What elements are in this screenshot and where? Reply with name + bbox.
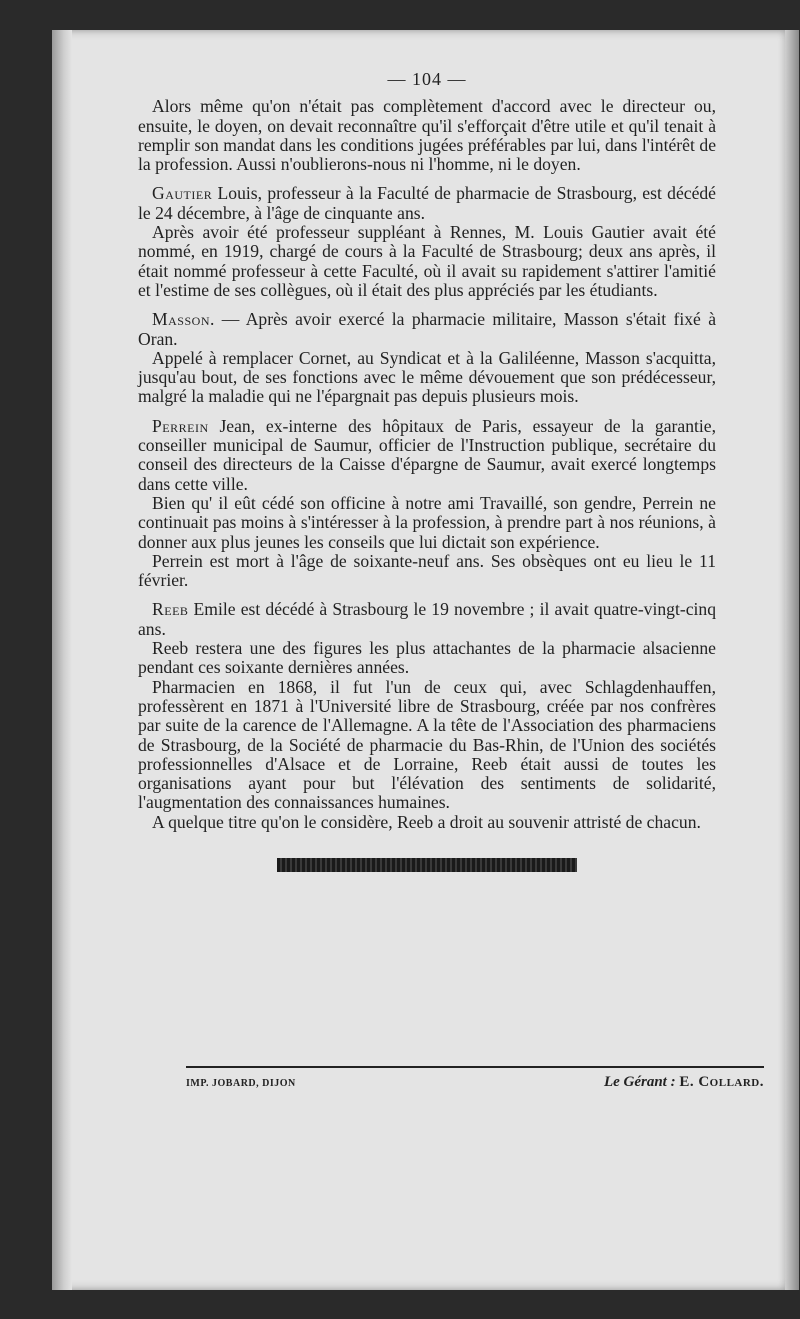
entry-paragraph: Bien qu' il eût cédé son officine à notre ami Travaillé, son gendre, Perrein ne continuait pas moins à s'intéresser à la profession, à prendre part à nos réunions, à donner aux plus jeunes les conseils que lui dictait son expérience. <box>138 492 716 552</box>
entry-name: Gautier <box>152 183 213 204</box>
entry-paragraph: Appelé à remplacer Cornet, au Syndicat et à la Galiléenne, Masson s'acquitta, jusqu'au bout, de ses fonctions avec le même dévouement que son prédécesseur, malgré la maladie qui ne l'épargnait pas depuis plusieurs mois. <box>138 347 716 407</box>
obituary-entry-gautier <box>138 184 716 300</box>
page-gutter <box>52 30 72 1290</box>
entry-paragraph: Reeb restera une des figures les plus attachantes de la pharmacie alsacienne pendant ces soixante dernières années. <box>138 638 716 678</box>
entry-text: . — Après avoir exercé la pharmacie militaire, Masson s'était fixé à Oran. <box>138 309 716 349</box>
obituary-entry-masson <box>138 310 716 406</box>
page-footer <box>186 1074 764 1091</box>
entry-paragraph <box>138 184 716 223</box>
entry-paragraph: Après avoir été professeur suppléant à Rennes, M. Louis Gautier avait été nommé, en 1919, chargé de cours à la Faculté de Strasbourg; deux ans après, il était nommé professeur à cette Faculté, où il avait su rapidement s'attirer l'amitié et l'estime de ses collègues, où il était des plus appréciés par les étudiants. <box>138 222 716 300</box>
entry-paragraph <box>138 417 716 494</box>
manager-credit <box>604 1074 764 1091</box>
entry-paragraph: Pharmacien en 1868, il fut l'un de ceux qui, avec Schlagdenhauffen, professèrent en 1871 à l'Université libre de Strasbourg, créée par nos confrères par suite de la carence de l'Allemagne. A la tête de l'Association des pharmaciens de Strasbourg, de la Société de pharmacie du Bas-Rhin, de l'Union des sociétés professionnelles d'Alsace et de Lorraine, Reeb était aussi de toutes les organisations ayant pour but l'élévation des sentiments de solidarité, l'augmentation des connaissances humaines. <box>138 676 716 813</box>
entry-paragraph <box>138 310 716 349</box>
entry-name: Masson <box>152 309 210 330</box>
entry-text: Louis, professeur à la Faculté de pharmacie de Strasbourg, est décédé le 24 décembre, à l'âge de cinquante ans. <box>138 183 716 223</box>
opening-paragraph: Alors même qu'on n'était pas complètement d'accord avec le directeur ou, ensuite, le doyen, on devait reconnaître qu'il s'efforçait d'être utile et qu'il tenait à remplir son mandat dans les conditions jugées préférables par lui, dans l'intérêt de la profession. Aussi n'oublierons-nous ni l'homme, ni le doyen. <box>138 96 716 175</box>
entry-text: Jean, ex-interne des hôpitaux de Paris, essayeur de la garantie, conseiller municipal de Saumur, officier de l'Instruction publique, secrétaire du conseil des directeurs de la Caisse d'épargne de Saumur, avait exercé longtemps dans cette ville. <box>138 415 716 494</box>
footer-rule <box>186 1066 764 1068</box>
obituary-entry-perrein <box>138 417 716 591</box>
page-number: — 104 — <box>387 69 467 89</box>
entry-paragraph <box>138 600 716 639</box>
entry-paragraph: Perrein est mort à l'âge de soixante-neuf ans. Ses obsèques ont eu lieu le 11 février. <box>138 550 716 591</box>
page-body <box>138 70 716 872</box>
end-ornament-bar <box>277 858 577 872</box>
page-edge <box>785 30 799 1290</box>
manager-label: Le Gérant : <box>603 1074 676 1090</box>
entry-name: Perrein <box>152 415 209 436</box>
manager-name: E. Collard. <box>679 1074 764 1090</box>
entry-paragraph: A quelque titre qu'on le considère, Reeb a droit au souvenir attristé de chacun. <box>152 811 701 832</box>
printer-imprint: IMP. JOBARD, DIJON <box>186 1078 296 1089</box>
obituary-entry-reeb <box>138 600 716 832</box>
entry-name: Reeb <box>152 599 189 620</box>
entry-text: Emile est décédé à Strasbourg le 19 novembre ; il avait quatre-vingt-cinq ans. <box>138 599 716 639</box>
